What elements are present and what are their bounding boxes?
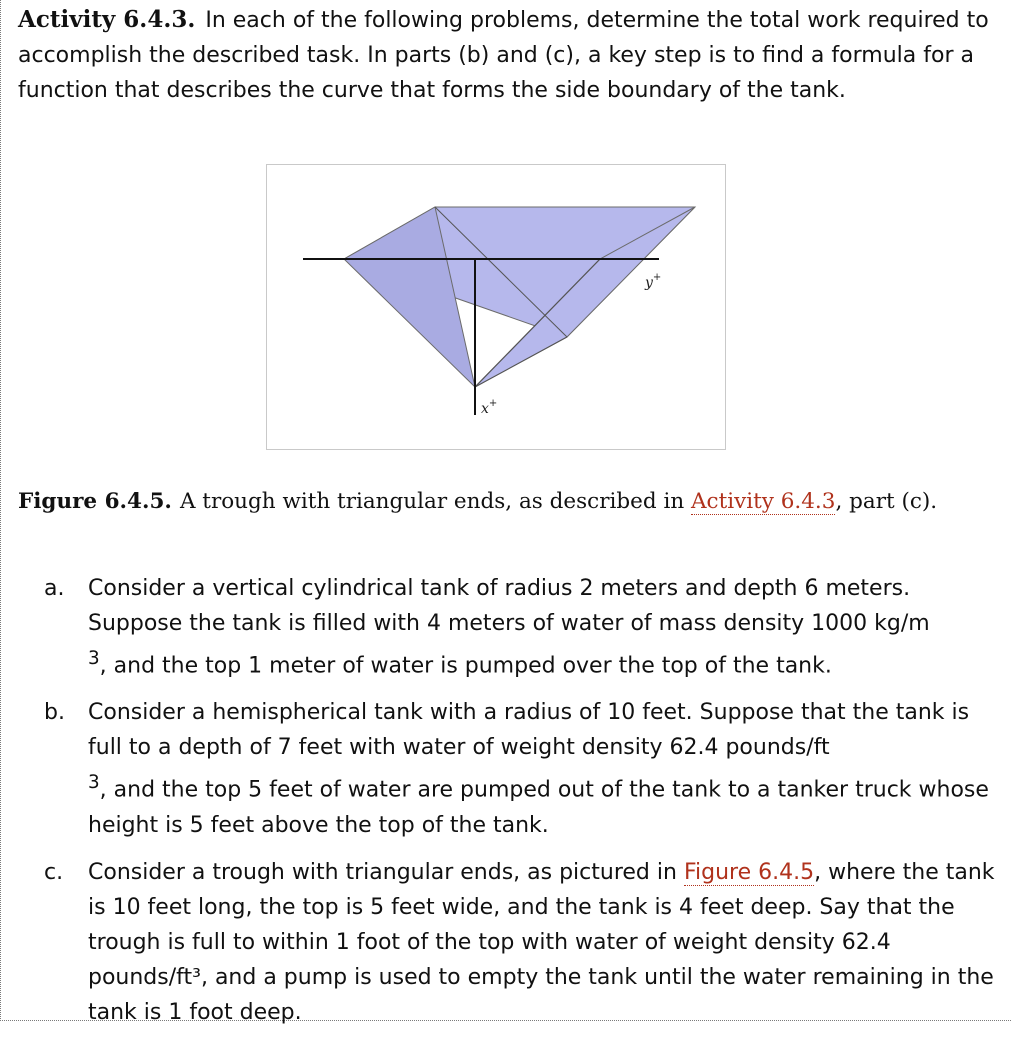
part-label: a. — [44, 576, 65, 601]
part-text: Consider a hemispherical tank with a radius of 10 feet. Suppose that the tank is full to a depth of 7 feet with water of weight density 62.4 pounds/ft — [88, 700, 970, 761]
activity-link[interactable]: Activity 6.4.3 — [691, 489, 836, 514]
part-label: c. — [44, 859, 64, 885]
part-superscript: 3 — [88, 772, 100, 794]
part-superscript: 3 — [88, 648, 100, 669]
y-axis-label: y+ — [645, 272, 662, 291]
trough-diagram — [267, 165, 725, 449]
part-a — [0, 571, 1000, 683]
activity-title: Activity 6.4.3. — [18, 6, 196, 33]
part-text: Consider a trough with triangular ends, as pictured in — [88, 859, 684, 885]
activity-intro — [18, 2, 993, 108]
x-axis-label: x+ — [481, 398, 498, 417]
activity-intro-text: In each of the following problems, determine the total work required to accomplish the described task. In parts (b) and (c), a key step is to find a formula for a function that describes the curve that forms the side boundary of the tank. — [18, 8, 989, 103]
part-text-after: , and the top 5 feet of water are pumped out of the tank to a tanker truck whose height is 5 feet above the top of the tank. — [88, 777, 989, 838]
activity-parts — [0, 571, 1000, 1042]
figure-caption-tail: , part (c). — [835, 489, 938, 514]
figure-caption-text: A trough with triangular ends, as described in — [179, 489, 692, 514]
part-text-after: , and the top 1 meter of water is pumped over the top of the tank. — [99, 653, 832, 679]
part-b — [0, 695, 1000, 842]
figure-link[interactable]: Figure 6.4.5 — [683, 859, 815, 885]
trough-figure — [266, 164, 726, 450]
part-c — [0, 855, 1000, 1030]
part-label: b. — [44, 700, 65, 726]
figure-caption-label: Figure 6.4.5. — [18, 489, 172, 514]
part-text: Consider a vertical cylindrical tank of radius 2 meters and depth 6 meters. Suppose the tank is filled with 4 meters of water of mass density 1000 kg/m — [88, 576, 930, 636]
part-text-after: , where the tank is 10 feet long, the top is 5 feet wide, and the tank is 4 feet deep. Say that the trough is full to within 1 foot of the top with water of weight density 62.4 pounds/ft³, and a pump is used to empty the tank until the water remaining in the tank is 1 foot deep. — [88, 859, 995, 1025]
figure-caption — [18, 484, 993, 520]
